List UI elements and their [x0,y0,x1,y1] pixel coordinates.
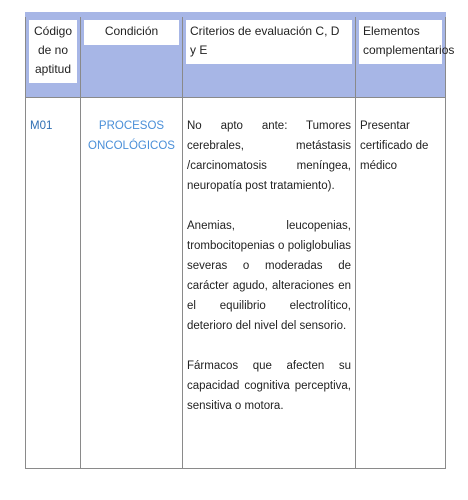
criteria-paragraph-3: Fármacos que afecten su capacidad cognitiva perceptiva, sensitiva o motora. [187,360,351,412]
header-cell-code [26,15,81,98]
criteria-paragraph-1: No apto ante: Tumores cerebrales, metástasis /carcinomatosis meníngea, neuropatía post tratamiento). [187,120,351,192]
cell-criteria [183,98,356,469]
header-code-label: Código de no aptitud [29,20,77,83]
evaluation-table [25,12,455,469]
header-condition-label: Condición [84,20,179,45]
table-body [26,98,446,469]
cell-extra: Presentar certificado de médico [356,98,446,469]
header-criteria-label: Criterios de evaluación C, D y E [186,20,352,64]
cell-condition: PROCESOS ONCOLÓGICOS [81,98,183,469]
table-header [26,15,455,98]
cell-code: M01 [26,98,81,469]
header-cell-extra [356,15,455,98]
header-extra-label: Elementos complementarios [359,20,442,64]
criteria-paragraph-2: Anemias, leucopenias, trombocitopenias o poliglobulias severas o moderadas de carácter agudo, alteraciones en el equilibrio electrolítico, deterioro del nivel del sensorio. [187,220,351,332]
header-row [26,15,446,98]
header-cell-condition [81,15,183,98]
table-row [26,98,446,469]
header-cell-criteria [183,15,356,98]
